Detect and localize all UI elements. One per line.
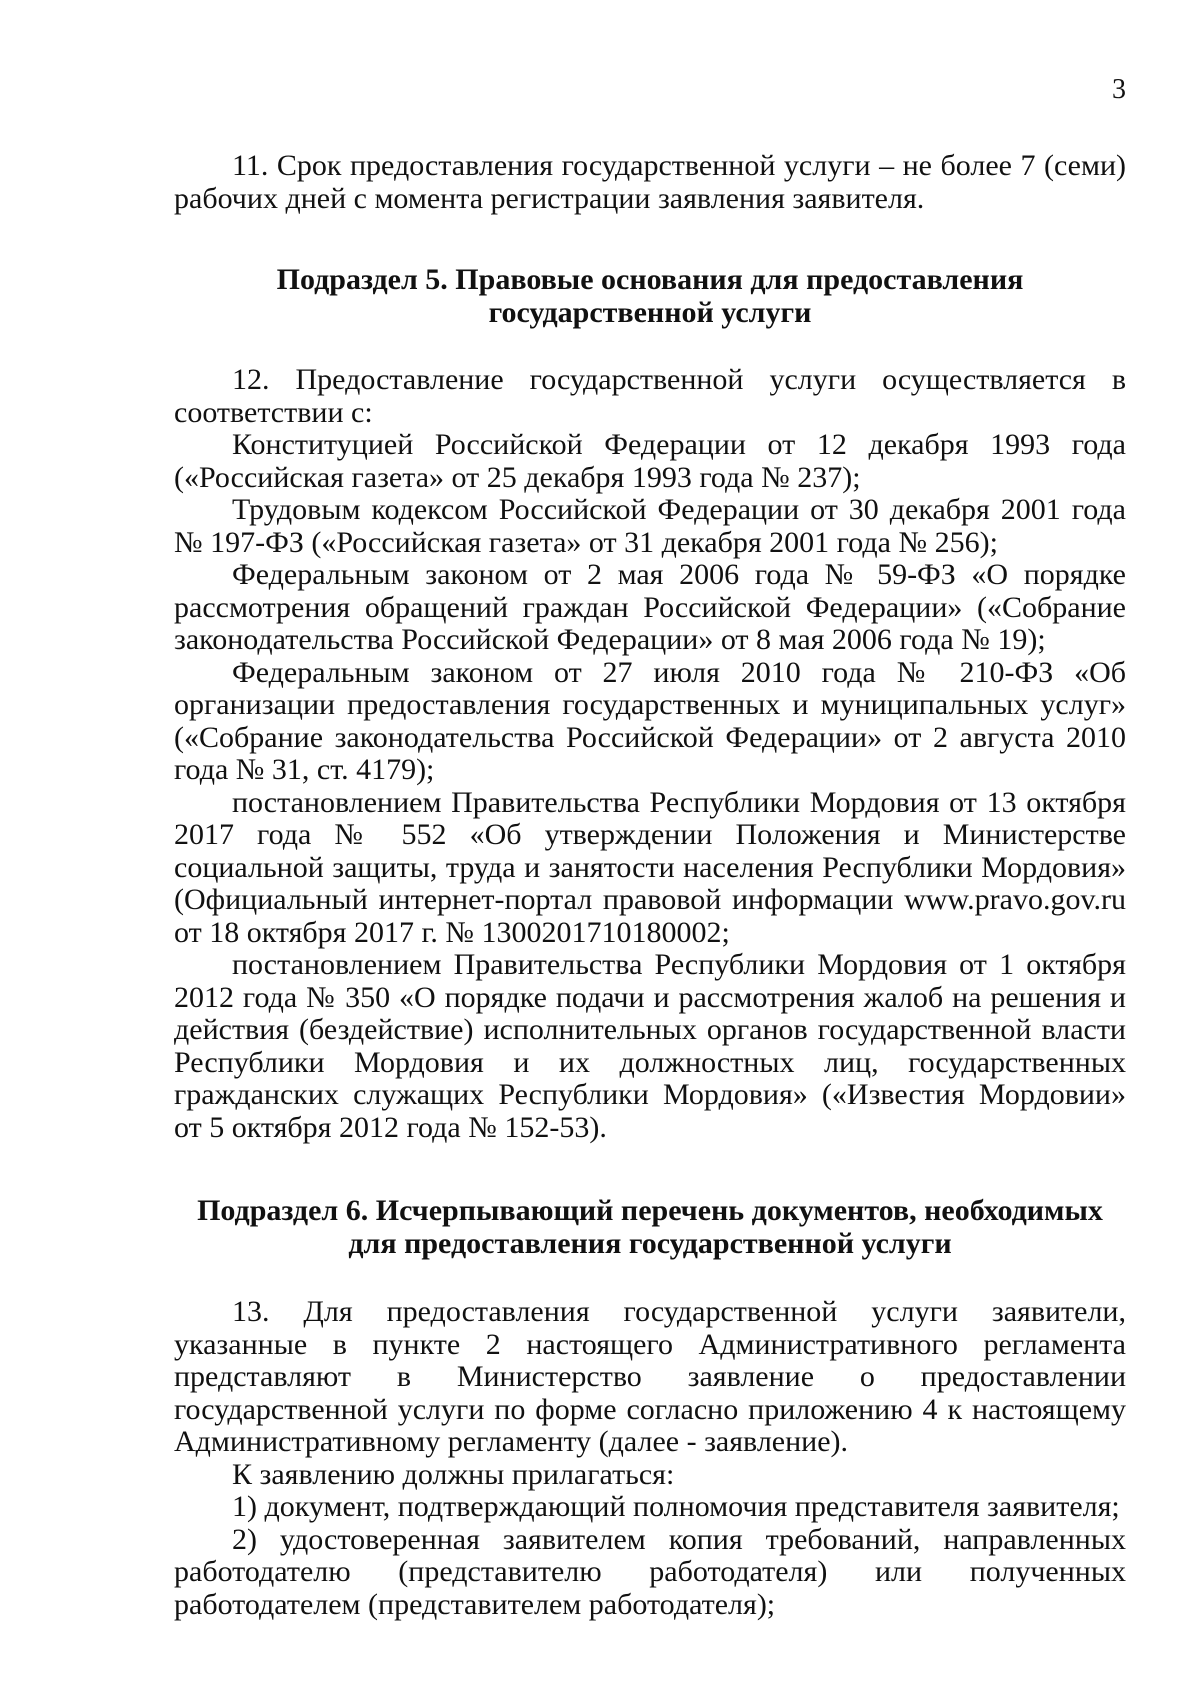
page-number: 3 [1112, 74, 1126, 105]
legal-basis-labor-code: Трудовым кодексом Российской Федерации от 30 декабря 2001 года № 197-ФЗ («Российская газета» от 31 декабря 2001 года № 256); [174, 493, 1126, 559]
legal-basis-law-210: Федеральным законом от 27 июля 2010 года № 210-ФЗ «Об организации предоставления государственных и муниципальных услуг» («Собрание законодательства Российской Федерации» от 2 августа 2010 года № 31, ст. 4179); [174, 655, 1126, 786]
document-content [174, 150, 1126, 1621]
legal-basis-constitution: Конституцией Российской Федерации от 12 декабря 1993 года («Российская газета» от 25 декабря 1993 года № 237); [174, 428, 1126, 494]
paragraph-12: 12. Предоставление государственной услуги осуществляется в соответствии с: [174, 363, 1126, 429]
legal-basis-decree-350: постановлением Правительства Республики Мордовия от 1 октября 2012 года № 350 «О порядке подачи и рассмотрения жалоб на решения и действия (бездействие) исполнительных органов государственной власти Республики Мордовия и их должностных лиц, государственных гражданских служащих Республики Мордовия» («Известия Мордовии» от 5 октября 2012 года № 152-53). [174, 948, 1126, 1144]
legal-basis-decree-552: постановлением Правительства Республики Мордовия от 13 октября 2017 года № 552 «Об утверждении Положения и Министерстве социальной защиты, труда и занятости населения Республики Мордовия» (Официальный интернет-портал правовой информации www.pravo.gov.ru от 18 октября 2017 г. № 1300201710180002; [174, 785, 1126, 949]
legal-basis-law-59: Федеральным законом от 2 мая 2006 года № 59-ФЗ «О порядке рассмотрения обращений граждан Российской Федерации» («Собрание законодательства Российской Федерации» от 8 мая 2006 года № 19); [174, 558, 1126, 656]
paragraph-11: 11. Срок предоставления государственной услуги – не более 7 (семи) рабочих дней с момента регистрации заявления заявителя. [174, 149, 1126, 215]
heading-subsection-5: Подраздел 5. Правовые основания для предоставления государственной услуги [276, 263, 1024, 329]
paragraph-13: 13. Для предоставления государственной услуги заявители, указанные в пункте 2 настоящего Административного регламента представляют в Министерство заявление о предоставлении государственной услуги по форме согласно приложению 4 к настоящему Административному регламенту (далее - заявление). [174, 1295, 1126, 1458]
heading-subsection-6: Подраздел 6. Исчерпывающий перечень документов, необходимых для предоставления государственной услуги [197, 1194, 1103, 1260]
attachments-intro: К заявлению должны прилагаться: [232, 1457, 675, 1491]
attachment-item-1: 1) документ, подтверждающий полномочия представителя заявителя; [232, 1490, 1120, 1523]
attachment-item-2: 2) удостоверенная заявителем копия требований, направленных работодателю (представителю работодателя) или полученных работодателем (представителем работодателя); [174, 1522, 1126, 1621]
